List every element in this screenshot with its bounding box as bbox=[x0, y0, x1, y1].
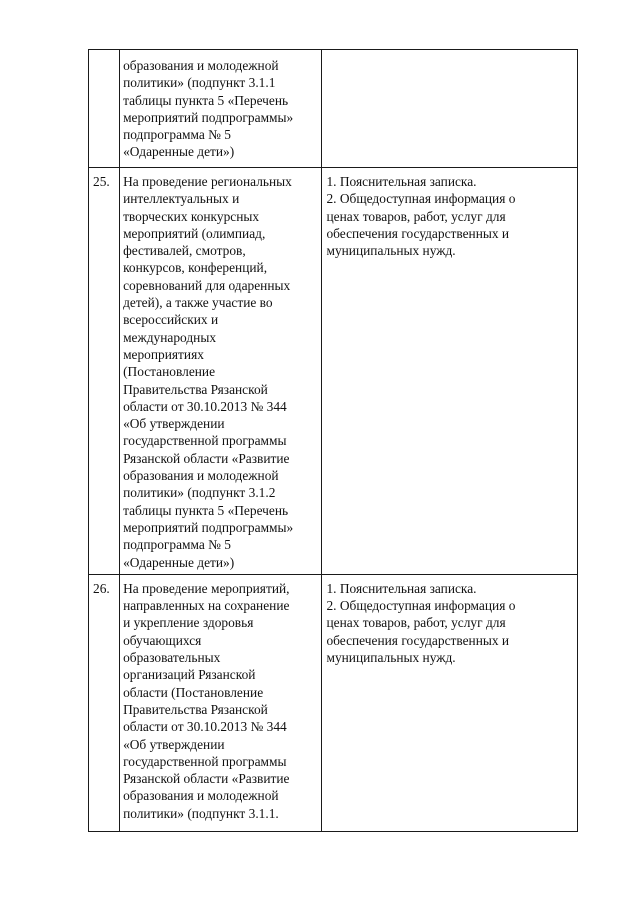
row-number: 26. bbox=[93, 580, 110, 596]
row-number bbox=[89, 50, 119, 55]
text-line: «Одаренные дети») bbox=[123, 144, 235, 160]
text-line: подпрограмма № 5 bbox=[123, 537, 232, 553]
text-line: соревнований для одаренных bbox=[123, 277, 291, 293]
text-line: Правительства Рязанской bbox=[123, 381, 268, 397]
row-number-cell bbox=[89, 168, 120, 575]
text-line: 2. Общедоступная информация о bbox=[326, 191, 516, 207]
description-text bbox=[120, 50, 321, 164]
text-line: ценах товаров, работ, услуг для bbox=[326, 615, 506, 631]
row-number-cell bbox=[89, 50, 120, 168]
text-line: «Об утверждении bbox=[123, 416, 225, 432]
text-line: На проведение региональных bbox=[123, 174, 292, 189]
text-line: политики» (подпункт 3.1.1. bbox=[123, 805, 279, 821]
text-line: (Постановление bbox=[123, 364, 216, 380]
text-line: направленных на сохранение bbox=[123, 598, 290, 614]
text-line: На проведение мероприятий, bbox=[123, 580, 290, 596]
text-line: таблицы пункта 5 «Перечень bbox=[123, 92, 289, 108]
text-line: обеспечения государственных и bbox=[326, 632, 510, 648]
text-line: Правительства Рязанской bbox=[123, 701, 268, 717]
text-line: мероприятий подпрограммы» bbox=[123, 519, 294, 535]
text-line: Рязанской области «Развитие bbox=[123, 450, 290, 466]
description-text bbox=[120, 575, 321, 825]
documents-text bbox=[322, 575, 577, 666]
description-text bbox=[120, 168, 321, 574]
row-number: 25. bbox=[93, 174, 110, 189]
text-line: организаций Рязанской bbox=[123, 667, 256, 683]
table-row bbox=[89, 168, 578, 575]
text-line: мероприятий подпрограммы» bbox=[123, 109, 294, 125]
text-line: подпрограмма № 5 bbox=[123, 127, 232, 143]
description-cell bbox=[120, 574, 322, 831]
text-line: образования и молодежной bbox=[123, 788, 279, 804]
text-line: области (Постановление bbox=[123, 684, 264, 700]
text-line: ценах товаров, работ, услуг для bbox=[326, 208, 506, 224]
table-row bbox=[89, 50, 578, 168]
text-line: обучающихся bbox=[123, 632, 202, 648]
text-line: и укрепление здоровья bbox=[123, 615, 254, 631]
documents-cell bbox=[322, 574, 578, 831]
text-line: образования и молодежной bbox=[123, 58, 279, 73]
documents-cell bbox=[322, 168, 578, 575]
text-line: 1. Пояснительная записка. bbox=[326, 174, 477, 189]
text-line: фестивалей, смотров, bbox=[123, 243, 246, 259]
text-line: области от 30.10.2013 № 344 bbox=[123, 398, 287, 414]
description-cell bbox=[120, 168, 322, 575]
text-line: «Об утверждении bbox=[123, 736, 225, 752]
text-line: таблицы пункта 5 «Перечень bbox=[123, 502, 289, 518]
row-number-cell bbox=[89, 574, 120, 831]
text-line: области от 30.10.2013 № 344 bbox=[123, 719, 287, 735]
text-line: мероприятиях bbox=[123, 346, 204, 362]
text-line: мероприятий (олимпиад, bbox=[123, 225, 266, 241]
text-line: политики» (подпункт 3.1.1 bbox=[123, 75, 276, 91]
text-line: обеспечения государственных и bbox=[326, 225, 510, 241]
text-line: «Одаренные дети») bbox=[123, 554, 235, 570]
text-line: образования и молодежной bbox=[123, 468, 279, 484]
text-line: всероссийских и bbox=[123, 312, 219, 328]
text-line: 2. Общедоступная информация о bbox=[326, 598, 516, 614]
table-body bbox=[89, 50, 578, 832]
description-cell bbox=[120, 50, 322, 168]
table-row bbox=[89, 574, 578, 831]
text-line: творческих конкурсных bbox=[123, 208, 260, 224]
text-line: Рязанской области «Развитие bbox=[123, 771, 290, 787]
documents-cell bbox=[322, 50, 578, 168]
text-line: государственной программы bbox=[123, 433, 287, 449]
text-line: муниципальных нужд. bbox=[326, 243, 456, 259]
document-table bbox=[88, 49, 578, 832]
text-line: интеллектуальных и bbox=[123, 191, 240, 207]
text-line: 1. Пояснительная записка. bbox=[326, 580, 477, 596]
text-line: детей), а также участие во bbox=[123, 295, 273, 311]
text-line: муниципальных нужд. bbox=[326, 650, 456, 666]
documents-text bbox=[322, 168, 577, 259]
text-line: государственной программы bbox=[123, 753, 287, 769]
text-line: политики» (подпункт 3.1.2 bbox=[123, 485, 276, 501]
text-line: образовательных bbox=[123, 650, 221, 666]
text-line: международных bbox=[123, 329, 217, 345]
text-line: конкурсов, конференций, bbox=[123, 260, 268, 276]
